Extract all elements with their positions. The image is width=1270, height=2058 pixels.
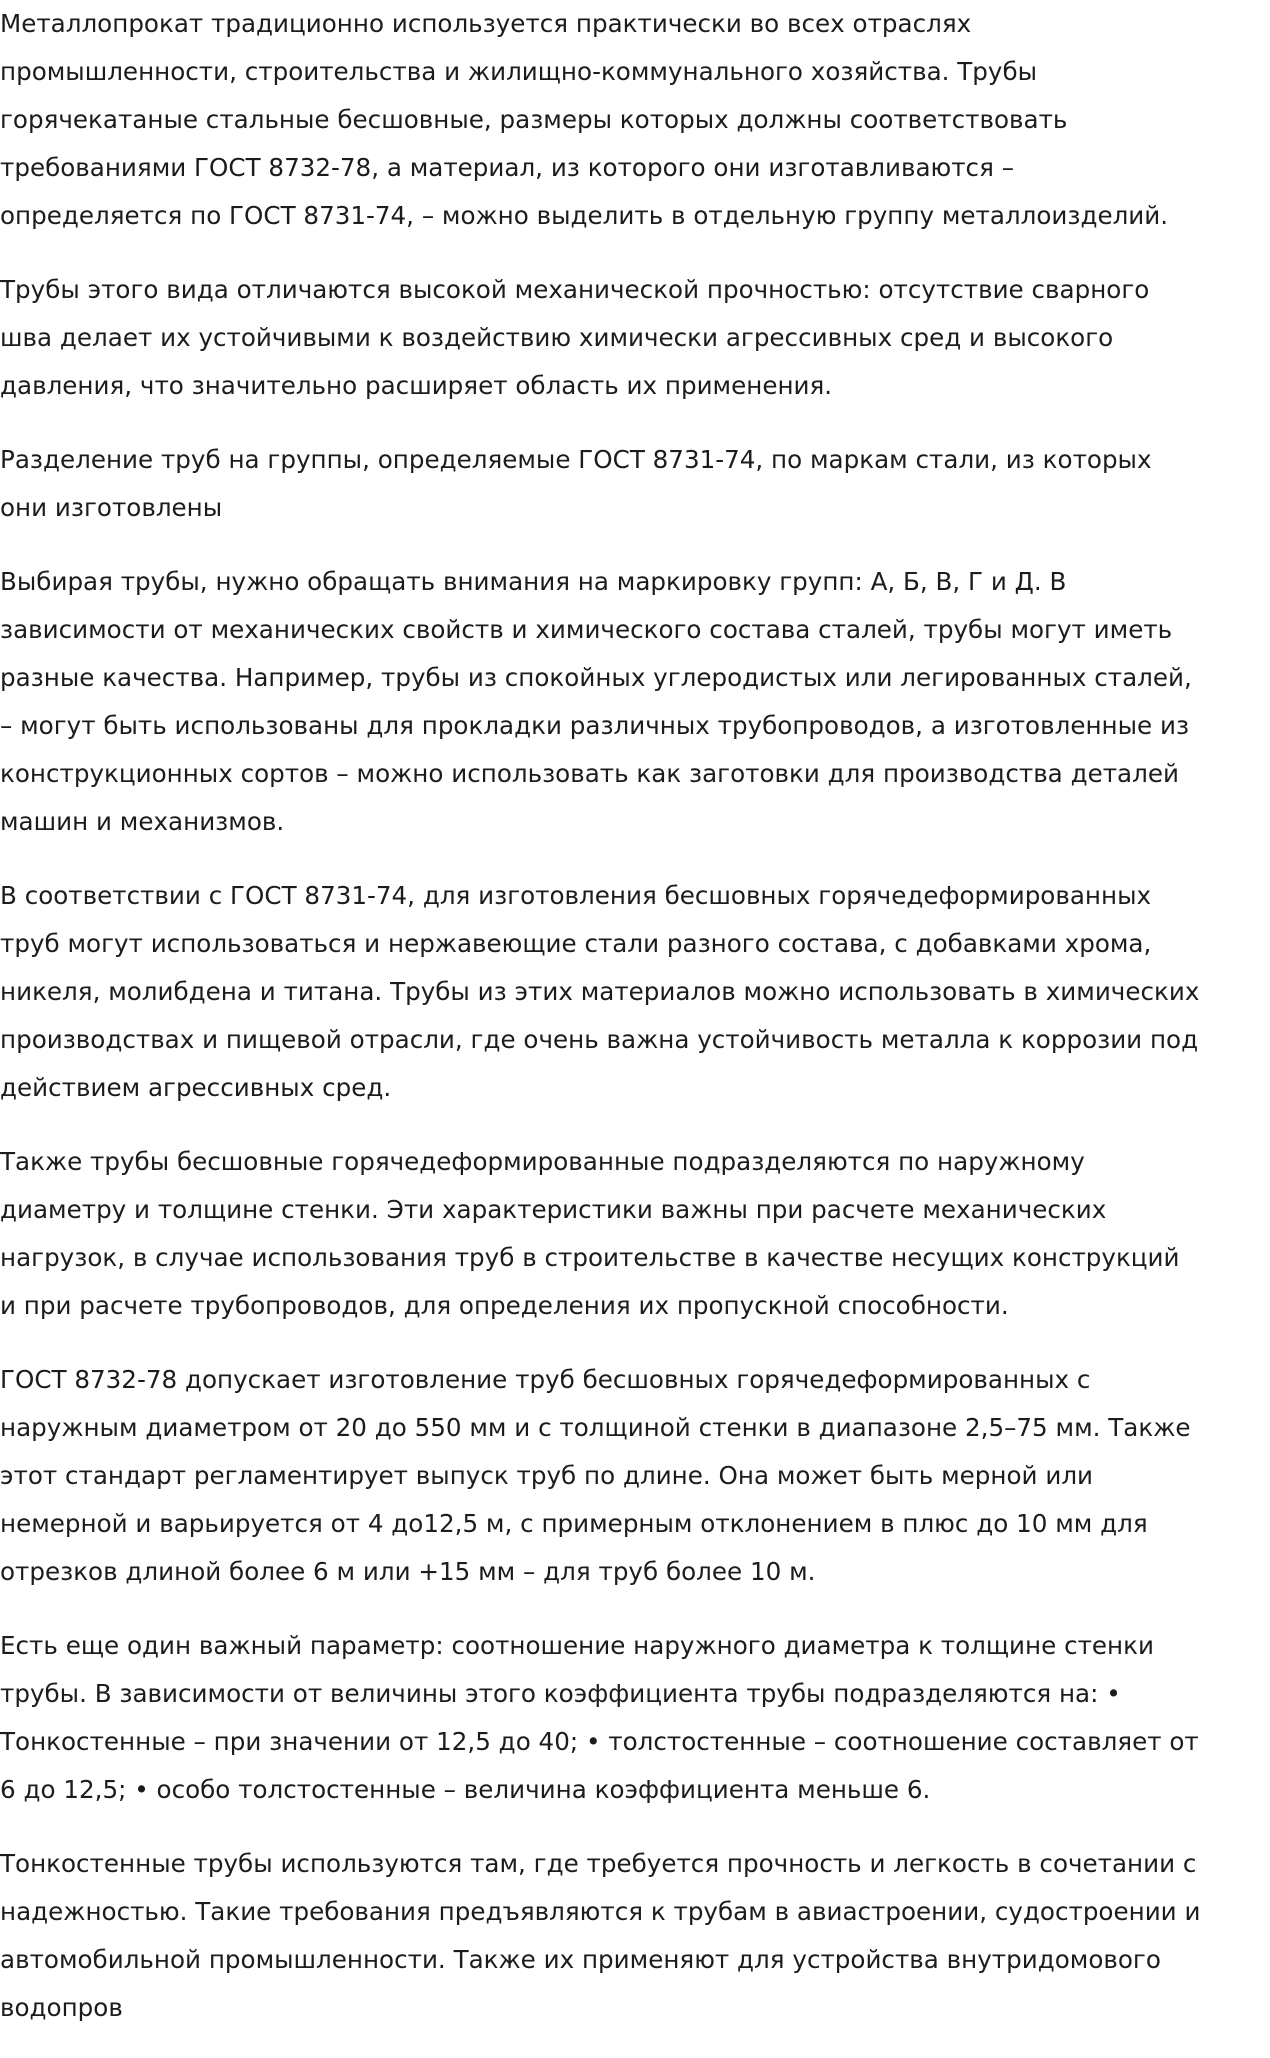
paragraph-gost-8732: [0, 1356, 1270, 1596]
text-line: зависимости от механических свойств и химического состава сталей, трубы могут иметь: [0, 615, 1173, 644]
text-line: Выбирая трубы, нужно обращать внимания на маркировку групп: А, Б, В, Г и Д. В: [0, 567, 1067, 596]
text-line: определяется по ГОСТ 8731-74, – можно выделить в отдельную группу металлоизделий.: [0, 201, 1169, 230]
text-line: этот стандарт регламентирует выпуск труб по длине. Она может быть мерной или: [0, 1461, 1094, 1490]
text-line: ГОСТ 8732-78 допускает изготовление труб бесшовных горячедеформированных с: [0, 1365, 1091, 1394]
text-line: действием агрессивных сред.: [0, 1073, 392, 1102]
text-line: требованиями ГОСТ 8732-78, а материал, из которого они изготавливаются –: [0, 153, 1014, 182]
paragraph-marking: [0, 558, 1270, 846]
text-line: водопров: [0, 1993, 123, 2022]
text-line: 6 до 12,5; • особо толстостенные – величина коэффициента меньше 6.: [0, 1775, 931, 1804]
text-line: шва делает их устойчивыми к воздействию химически агрессивных сред и высокого: [0, 323, 1114, 352]
text-line: труб могут использоваться и нержавеющие стали разного состава, с добавками хрома,: [0, 929, 1152, 958]
paragraph-stainless: [0, 872, 1270, 1112]
text-line: Тонкостенные – при значении от 12,5 до 40; • толстостенные – соотношение составляет от: [0, 1727, 1199, 1756]
paragraph-intro: [0, 0, 1270, 240]
paragraph-dimensions: [0, 1138, 1270, 1330]
text-line: надежностью. Такие требования предъявляются к трубам в авиастроении, судостроении и: [0, 1897, 1201, 1926]
text-line: наружным диаметром от 20 до 550 мм и с толщиной стенки в диапазоне 2,5–75 мм. Также: [0, 1413, 1191, 1442]
text-line: Тонкостенные трубы используются там, где требуется прочность и легкость в сочетании с: [0, 1849, 1197, 1878]
text-line: немерной и варьируется от 4 до12,5 м, с примерным отклонением в плюс до 10 мм для: [0, 1509, 1148, 1538]
text-line: отрезков длиной более 6 м или +15 мм – для труб более 10 м.: [0, 1557, 816, 1586]
text-line: машин и механизмов.: [0, 807, 285, 836]
text-line: производствах и пищевой отрасли, где очень важна устойчивость металла к коррозии под: [0, 1025, 1199, 1054]
text-line: Разделение труб на группы, определяемые ГОСТ 8731-74, по маркам стали, из которых: [0, 445, 1152, 474]
text-line: и при расчете трубопроводов, для определения их пропускной способности.: [0, 1291, 1009, 1320]
paragraph-strength: [0, 266, 1270, 410]
text-line: нагрузок, в случае использования труб в строительстве в качестве несущих конструкций: [0, 1243, 1180, 1272]
text-line: они изготовлены: [0, 493, 223, 522]
text-line: – могут быть использованы для прокладки различных трубопроводов, а изготовленные из: [0, 711, 1190, 740]
text-line: диаметру и толщине стенки. Эти характеристики важны при расчете механических: [0, 1195, 1107, 1224]
text-line: Металлопрокат традиционно используется практически во всех отраслях: [0, 9, 972, 38]
text-line: автомобильной промышленности. Также их применяют для устройства внутридомового: [0, 1945, 1161, 1974]
text-line: разные качества. Например, трубы из спокойных углеродистых или легированных сталей,: [0, 663, 1192, 692]
text-line: Также трубы бесшовные горячедеформированные подразделяются по наружному: [0, 1147, 1085, 1176]
text-line: промышленности, строительства и жилищно-коммунального хозяйства. Трубы: [0, 57, 1038, 86]
text-line: давления, что значительно расширяет область их применения.: [0, 371, 833, 400]
text-line: трубы. В зависимости от величины этого коэффициента трубы подразделяются на: •: [0, 1679, 1121, 1708]
text-line: В соответствии с ГОСТ 8731-74, для изготовления бесшовных горячедеформированных: [0, 881, 1152, 910]
text-line: Есть еще один важный параметр: соотношение наружного диаметра к толщине стенки: [0, 1631, 1154, 1660]
paragraph-thin-wall: [0, 1840, 1270, 2032]
paragraph-wall-ratio: [0, 1622, 1270, 1814]
text-line: конструкционных сортов – можно использовать как заготовки для производства деталей: [0, 759, 1179, 788]
text-line: Трубы этого вида отличаются высокой механической прочностью: отсутствие сварного: [0, 275, 1150, 304]
text-line: горячекатаные стальные бесшовные, размеры которых должны соответствовать: [0, 105, 1068, 134]
text-line: никеля, молибдена и титана. Трубы из этих материалов можно использовать в химических: [0, 977, 1200, 1006]
paragraph-groups-heading: [0, 436, 1270, 532]
